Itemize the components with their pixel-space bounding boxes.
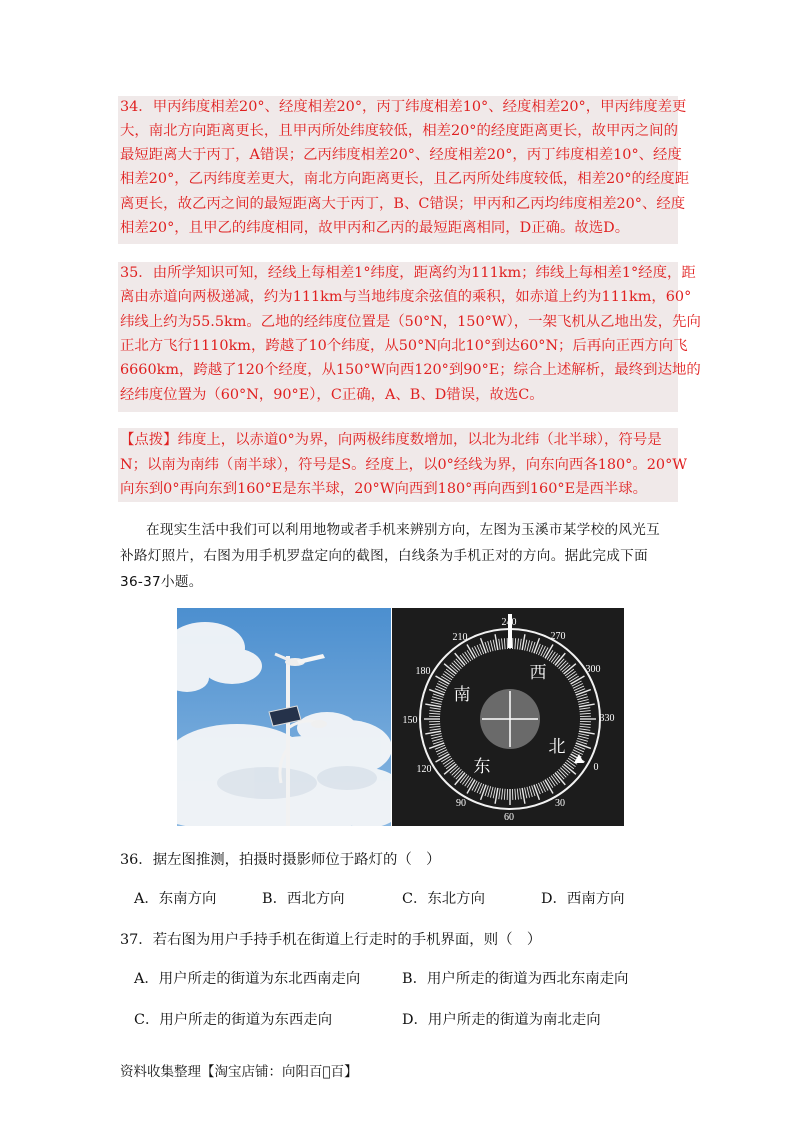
- answer-35-line: 35．由所学知识可知，经线上每相差1°纬度，距离约为111km；纬线上每相差1°经度，距: [120, 265, 696, 281]
- degree-label: 240: [501, 617, 517, 628]
- compass-tick: [481, 785, 486, 800]
- compass-tick: [515, 638, 516, 649]
- compass-tick: [522, 634, 525, 650]
- compass-tick: [429, 690, 444, 695]
- compass-tick: [462, 653, 468, 662]
- compass-tick: [579, 729, 590, 731]
- compass-tick: [425, 704, 441, 707]
- question-37-option-b[interactable]: B．用户所走的街道为西北东南走向: [402, 971, 629, 987]
- compass-tick: [431, 734, 442, 736]
- compass-tick: [527, 640, 530, 651]
- compass-tick: [549, 652, 555, 661]
- compass-tick: [441, 676, 450, 682]
- answer-35-line: 6660km，跨越了120个经度，从150°W向西120°到90°E；综合上述解析，最终到达地的: [120, 362, 701, 378]
- question-37-stem: 37．若右图为用户手持手机在街道上行走时的手机界面，则（ ）: [120, 932, 542, 948]
- compass-tick: [551, 776, 557, 785]
- compass-tick: [454, 661, 462, 669]
- compass-tick: [462, 776, 468, 785]
- compass-dial: [392, 608, 624, 826]
- compass-tick: [429, 743, 444, 748]
- compass-tick: [517, 638, 518, 649]
- compass-tick: [495, 634, 498, 650]
- compass-tick: [493, 787, 495, 798]
- compass-tick: [444, 671, 453, 677]
- degree-label: 0: [593, 762, 599, 773]
- street-light-illustration: [177, 608, 391, 826]
- compass-tick: [568, 674, 577, 680]
- answer-35-line: 正北方飞行1110km，跨越了10个纬度，从50°N向北10°到达60°N；后再向正西方向飞: [120, 338, 688, 354]
- compass-tick: [579, 708, 590, 710]
- compass-tick: [431, 736, 442, 739]
- compass-tick: [504, 789, 505, 800]
- question-37-option-c[interactable]: C．用户所走的街道为东西走向: [134, 1012, 333, 1028]
- compass-tick: [454, 769, 462, 777]
- compass-tick: [580, 711, 591, 712]
- answer-34-line: 最短距离大于丙丁，A错误；乙丙纬度相差20°、经度相差20°，丙丁纬度相差10°、经度: [120, 147, 682, 163]
- answer-34-line: 大，南北方向距离更长，且甲丙所处纬度较低，相差20°的经度距离更长，故甲丙之间的: [120, 123, 678, 139]
- direction-south-label: 南: [453, 685, 471, 705]
- degree-label: 30: [555, 798, 565, 809]
- compass-tick: [579, 704, 595, 707]
- page-footer: 资料收集整理【淘宝店铺：向阳百𭪙百】: [120, 1064, 358, 1080]
- degree-label: 90: [456, 798, 466, 809]
- direction-east-label: 东: [473, 757, 491, 777]
- compass-tick: [502, 789, 503, 800]
- degree-label: 330: [599, 713, 615, 724]
- compass-tick: [577, 697, 588, 700]
- street-light-photo: [177, 608, 391, 826]
- compass-tick: [430, 729, 441, 731]
- compass-tick: [432, 697, 443, 700]
- compass-tick: [452, 663, 460, 671]
- compass-tick: [499, 639, 501, 650]
- answer-35-line: 纬线上约为55.5km。乙地的经纬度位置是（50°N，150°W），一架飞机从乙地出发，先向: [120, 314, 701, 330]
- degree-label: 180: [415, 666, 431, 677]
- compass-tick: [499, 788, 501, 799]
- question-37-option-d[interactable]: D．用户所走的街道为南北走向: [402, 1012, 601, 1028]
- compass-tick: [443, 674, 452, 680]
- compass-tick: [493, 640, 495, 651]
- compass-tick: [490, 787, 493, 798]
- compass-tick: [429, 724, 440, 725]
- intro-line: 补路灯照片，右图为用手机罗盘定向的截图，白线条为手机正对的方向。据此完成下面: [120, 548, 648, 564]
- compass-tick: [525, 640, 527, 651]
- compass-tick: [432, 738, 443, 741]
- compass-tick: [529, 786, 532, 797]
- compass-tick: [495, 788, 498, 804]
- answer-35-line: 经纬度位置为（60°N，90°E），C正确，A、B、D错误，故选C。: [120, 387, 544, 403]
- compass-tick: [578, 702, 589, 704]
- answer-35-line: 离由赤道向两极递减，约为111km与当地纬度余弦值的乘积，如赤道上约为111km，60°: [120, 289, 692, 305]
- compass-tick: [431, 699, 442, 702]
- degree-label: 60: [504, 812, 514, 823]
- compass-tick: [441, 756, 450, 762]
- degree-label: 150: [402, 715, 418, 726]
- compass-tick: [580, 713, 591, 714]
- compass-tick: [578, 734, 589, 736]
- direction-north-label: 北: [548, 737, 566, 757]
- question-36-stem: 36．据左图推测，拍摄时摄影师位于路灯的（ ）: [120, 852, 441, 868]
- compass-tick: [504, 638, 505, 649]
- intro-line: 36-37小题。: [120, 574, 203, 590]
- compass-tick: [515, 789, 516, 800]
- compass-tick: [534, 785, 539, 800]
- compass-tick: [502, 638, 503, 649]
- compass-tick: [467, 778, 473, 787]
- degree-label: 300: [585, 664, 601, 675]
- compass-tick: [567, 760, 576, 766]
- compass-tick: [452, 768, 460, 776]
- compass-tick: [576, 690, 591, 695]
- compass-tick: [580, 726, 591, 727]
- direction-west-label: 西: [529, 663, 547, 683]
- compass-tick: [443, 758, 452, 764]
- degree-label: 270: [550, 631, 566, 642]
- compass-tick: [444, 760, 453, 766]
- intro-line: 在现实生活中我们可以利用地物或者手机来辨别方向，左图为玉溪市某学校的风光互: [146, 522, 661, 538]
- question-37-option-a[interactable]: A．用户所走的街道为东北西南走向: [134, 971, 361, 987]
- compass-tick: [525, 787, 527, 798]
- compass-tick: [567, 671, 576, 677]
- compass-tick: [490, 640, 493, 651]
- compass-tick: [547, 650, 553, 659]
- tip-line: 【点拨】纬度上，以赤道0°为界，向两极纬度数增加，以北为北纬（北半球），符号是: [120, 432, 662, 448]
- tip-line: N；以南为南纬（南半球），符号是S。经度上，以0°经线为界，向东向西各180°。20°W: [120, 457, 688, 473]
- compass-tick: [425, 731, 441, 734]
- compass-tick: [576, 743, 591, 748]
- compass-tick: [431, 702, 442, 704]
- question-36-option-a[interactable]: A．东南方向: [134, 891, 217, 907]
- compass-tick: [467, 650, 473, 659]
- degree-label: 210: [452, 632, 468, 643]
- compass-tick: [579, 731, 595, 734]
- compass-tick: [520, 788, 522, 799]
- compass-tick: [465, 777, 471, 786]
- north-triangle-icon: [574, 754, 584, 763]
- compass-tick: [429, 711, 440, 712]
- compass-tick: [488, 641, 491, 652]
- compass-tick: [522, 788, 525, 804]
- compass-tick: [488, 786, 491, 797]
- compass-tick: [549, 777, 555, 786]
- compass-tick: [559, 769, 567, 777]
- question-36-option-d[interactable]: D．西南方向: [541, 891, 625, 907]
- compass-tick: [578, 699, 589, 702]
- compass-tick: [429, 726, 440, 727]
- answer-34-line: 相差20°，且甲乙的纬度相同，故甲丙和乙丙的最短距离相同，D正确。故选D。: [120, 220, 630, 236]
- compass-tick: [578, 736, 589, 739]
- compass-tick: [465, 652, 471, 661]
- compass-tick: [569, 676, 578, 682]
- answer-34-line: 相差20°，乙丙纬度差更大，南北方向距离更长，且乙丙所处纬度较低，相差20°的经度距: [120, 171, 690, 187]
- compass-tick: [520, 639, 522, 650]
- compass-tick: [517, 789, 518, 800]
- compass-tick: [527, 787, 530, 798]
- compass-tick: [430, 708, 441, 710]
- compass-tick: [560, 768, 568, 776]
- compass-tick: [547, 778, 553, 787]
- compass-tick: [580, 724, 591, 725]
- compass-tick: [481, 638, 486, 653]
- compass-tick: [551, 653, 557, 662]
- phone-compass-screenshot: [392, 608, 624, 826]
- question-36-option-c[interactable]: C．东北方向: [402, 891, 485, 907]
- compass-tick: [529, 641, 532, 652]
- answer-34-line: 离更长，故乙丙之间的最短距离大于丙丁，B、C错误；甲丙和乙丙均纬度相差20°、经度: [120, 196, 686, 212]
- answer-34-line: 34．甲丙纬度相差20°、经度相差20°，丙丁纬度相差10°、经度相差20°，甲丙纬度差更: [120, 99, 687, 115]
- compass-tick: [560, 663, 568, 671]
- tip-line: 向东到0°再向东到160°E是东半球，20°W向西到180°再向西到160°E是西半球。: [120, 481, 648, 497]
- degree-label: 120: [416, 764, 432, 775]
- compass-tick: [534, 638, 539, 653]
- compass-tick: [429, 713, 440, 714]
- compass-tick: [577, 738, 588, 741]
- compass-tick: [559, 661, 567, 669]
- question-36-option-b[interactable]: B．西北方向: [262, 891, 345, 907]
